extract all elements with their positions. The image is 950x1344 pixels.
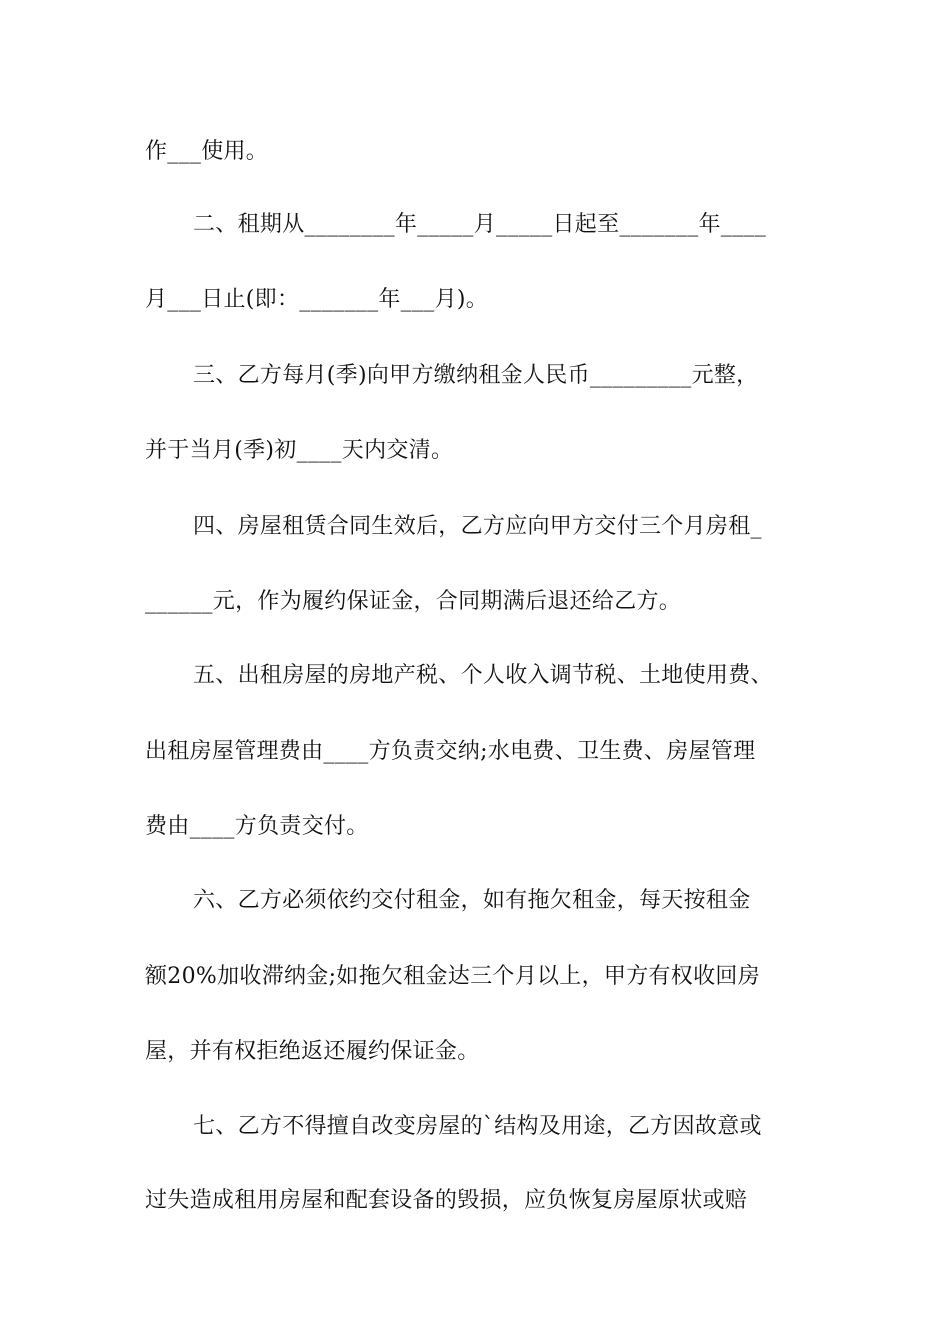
clause-2-line-1: 二、租期从________年_____月_____日起至_______年____ (193, 212, 767, 237)
clause-6-line-3: 屋，并有权拒绝返还履约保证金。 (145, 1039, 480, 1064)
clause-5-line-1: 五、出租房屋的房地产税、个人收入调节税、土地使用费、 (193, 663, 773, 688)
clause-6-line-2: 额20%加收滞纳金;如拖欠租金达三个月以上，甲方有权收回房 (145, 964, 761, 989)
clause-3-line-1: 三、乙方每月(季)向甲方缴纳租金人民币_________元整， (193, 363, 759, 388)
clause-4-line-2: ______元，作为履约保证金，合同期满后退还给乙方。 (145, 589, 682, 614)
clause-6-line-1: 六、乙方必须依约交付租金，如有拖欠租金，每天按租金 (193, 888, 751, 913)
clause-4-line-1: 四、房屋租赁合同生效后，乙方应向甲方交付三个月房租_ (193, 514, 762, 539)
clause-5-line-2: 出租房屋管理费由____方负责交纳;水电费、卫生费、房屋管理 (145, 739, 756, 764)
clause-3-line-2: 并于当月(季)初____天内交清。 (145, 438, 454, 463)
clause-7-line-1: 七、乙方不得擅自改变房屋的`结构及用途，乙方因故意或 (193, 1114, 762, 1139)
clause-2-line-2: 月___日止(即：_______年___月)。 (145, 287, 489, 312)
clause-5-line-3: 费由____方负责交付。 (145, 814, 369, 839)
text-line: 作___使用。 (145, 139, 269, 164)
clause-7-line-2: 过失造成租用房屋和配套设备的毁损，应负恢复房屋原状或赔 (145, 1188, 748, 1213)
